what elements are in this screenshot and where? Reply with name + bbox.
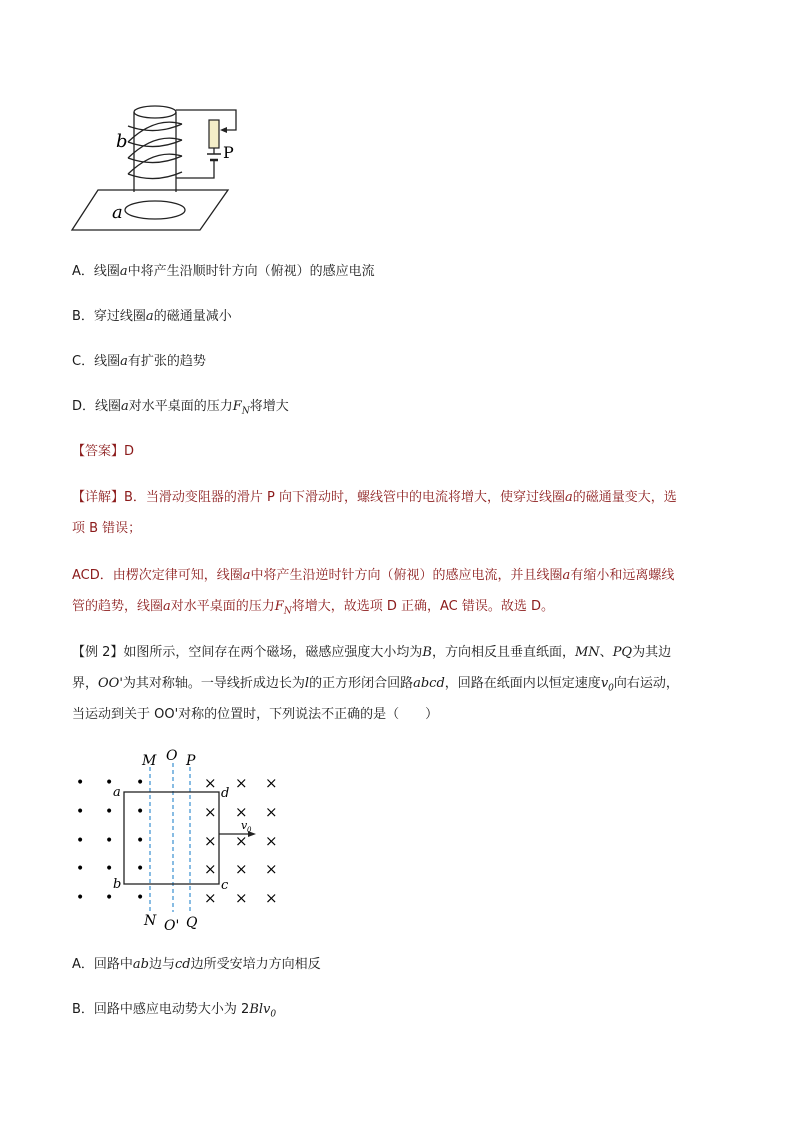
field-dot: • [76,775,85,791]
label-q: Q [186,915,198,931]
q1-option-b: B．穿过线圈a的磁通量减小 [72,309,232,324]
field-cross: × [235,889,248,907]
field-cross: × [235,860,248,878]
q1-option-d: D．线圈a对水平桌面的压力$F_N$将增大 [72,399,289,417]
example2-line-2: 界，OO'为其对称轴。一导线折成边长为l的正方形闭合回路abcd，回路在纸面内以恒定速度$v_0$向右运动， [72,676,679,694]
field-dots [76,775,144,906]
field-cross: × [235,774,248,792]
label-v0-sub: 0 [247,826,252,834]
field-cross: × [235,832,248,850]
field-crosses [204,774,278,907]
q1-option-a: A．线圈a中将产生沿顺时针方向（俯视）的感应电流 [72,264,375,279]
q2-option-a: A．回路中ab边与cd边所受安培力方向相反 [72,957,321,972]
detail-line-1: 【详解】B．当滑动变阻器的滑片 P 向下滑动时，螺线管中的电流将增大，使穿过线圈a的磁通量变大，选 [72,490,677,505]
field-cross: × [204,774,217,792]
answer-line: 【答案】D [72,444,135,459]
label-a2: a [113,785,121,800]
field-cross: × [204,832,217,850]
field-dot: • [76,804,85,820]
label-n: N [144,913,157,929]
field-dot: • [136,890,145,906]
field-cross: × [265,803,278,821]
field-cross: × [204,889,217,907]
label-v0: v [241,819,248,832]
field-dot: • [76,861,85,877]
detail-line-3: ACD．由楞次定律可知，线圈a中将产生沿逆时针方向（俯视）的感应电流，并且线圈a有缩小和远离螺线 [72,568,675,583]
detail-line-4: 管的趋势，线圈a对水平桌面的压力$F_N$将增大，故选项 D 正确，AC 错误。故选 D。 [72,599,554,617]
slider-arrow [220,127,227,133]
figure-magnetic-fields [68,745,288,940]
field-cross: × [265,860,278,878]
label-b2: b [113,877,122,892]
label-c: c [221,878,229,893]
detail-line-2: 项 B 错误； [72,521,142,536]
example2-line-3: 当运动到关于 OO'对称的位置时，下列说法不正确的是（ ） [72,707,439,722]
label-p: P [223,143,234,162]
q2-option-b: B．回路中感应电动势大小为 2Blv$_0$ [72,1002,277,1020]
solenoid-windings [128,122,182,178]
field-dot: • [136,775,145,791]
table-plane [72,190,228,230]
field-dot: • [105,890,114,906]
field-dot: • [136,833,145,849]
field-dot: • [136,804,145,820]
label-d: d [221,786,230,801]
q1-option-c: C．线圈a有扩张的趋势 [72,354,206,369]
label-a: a [112,202,123,223]
field-dot: • [136,861,145,877]
coil-a-ring [125,201,185,219]
field-cross: × [204,803,217,821]
label-m: M [142,753,157,769]
field-cross: × [204,860,217,878]
field-dot: • [76,833,85,849]
figure-solenoid [70,100,250,235]
field-cross: × [265,774,278,792]
rheostat [209,120,219,148]
example2-line-1: 【例 2】如图所示，空间存在两个磁场，磁感应强度大小均为B，方向相反且垂直纸面，MN、PQ为其边 [72,645,672,660]
field-cross: × [235,803,248,821]
label-o-prime: O' [164,918,180,934]
field-cross: × [265,832,278,850]
field-dot: • [105,775,114,791]
field-dot: • [105,833,114,849]
solenoid-top [134,106,176,118]
field-cross: × [265,889,278,907]
label-p2: P [186,753,196,769]
field-dot: • [105,804,114,820]
label-o: O [166,748,178,764]
field-dot: • [76,890,85,906]
field-dot: • [105,861,114,877]
label-b: b [116,131,128,152]
